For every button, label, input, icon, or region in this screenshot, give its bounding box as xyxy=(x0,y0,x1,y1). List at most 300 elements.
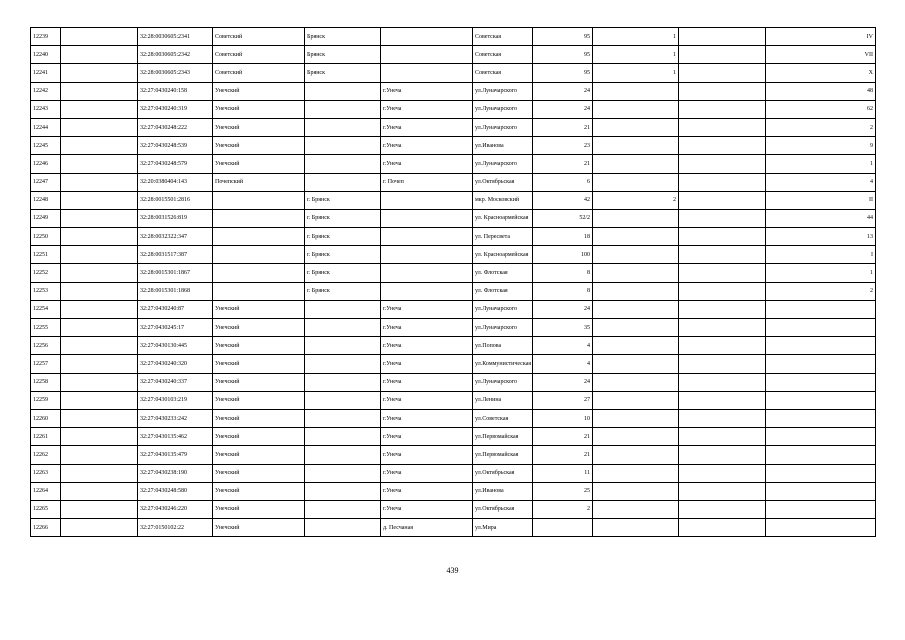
district-cell: Унечский xyxy=(213,482,305,500)
city-cell: г. Брянск xyxy=(305,228,381,246)
locality-cell: г.Унеча xyxy=(381,118,473,136)
street-cell: мкр. Московский xyxy=(473,191,533,209)
empty-cell xyxy=(61,391,138,409)
empty-cell xyxy=(61,228,138,246)
city-cell: г. Брянск xyxy=(305,246,381,264)
street-cell: ул.Мира xyxy=(473,519,533,537)
street-cell: ул. Красноармейская xyxy=(473,246,533,264)
row-number-cell: 12241 xyxy=(31,64,61,82)
apartment-number-cell xyxy=(766,337,876,355)
house-number-cell: 100 xyxy=(533,246,593,264)
row-number-cell: 12264 xyxy=(31,482,61,500)
row-number-cell: 12265 xyxy=(31,500,61,518)
street-cell: ул.Ленина xyxy=(473,391,533,409)
table-row xyxy=(31,28,876,46)
house-number-cell: 25 xyxy=(533,482,593,500)
city-cell: Брянск xyxy=(305,46,381,64)
empty-cell xyxy=(679,464,766,482)
locality-cell: г. Почеп xyxy=(381,173,473,191)
building-number-cell xyxy=(593,391,679,409)
cadastral-number-cell: 32:28:0031517:387 xyxy=(138,246,213,264)
empty-cell xyxy=(61,446,138,464)
city-cell: г. Брянск xyxy=(305,191,381,209)
district-cell: Советский xyxy=(213,28,305,46)
street-cell: ул.Луначарского xyxy=(473,300,533,318)
street-cell: ул.Иванова xyxy=(473,482,533,500)
house-number-cell: 8 xyxy=(533,282,593,300)
street-cell: ул.Коммунистическая xyxy=(473,355,533,373)
row-number-cell: 12261 xyxy=(31,428,61,446)
house-number-cell: 24 xyxy=(533,82,593,100)
locality-cell xyxy=(381,209,473,227)
building-number-cell xyxy=(593,246,679,264)
row-number-cell: 12246 xyxy=(31,155,61,173)
locality-cell: г.Унеча xyxy=(381,482,473,500)
district-cell xyxy=(213,228,305,246)
city-cell xyxy=(305,464,381,482)
district-cell: Унечский xyxy=(213,100,305,118)
building-number-cell: 1 xyxy=(593,46,679,64)
city-cell xyxy=(305,409,381,427)
house-number-cell: 21 xyxy=(533,155,593,173)
row-number-cell: 12240 xyxy=(31,46,61,64)
empty-cell xyxy=(679,209,766,227)
row-number-cell: 12242 xyxy=(31,82,61,100)
cadastral-number-cell: 32:27:0430240:319 xyxy=(138,100,213,118)
empty-cell xyxy=(679,409,766,427)
empty-cell xyxy=(61,337,138,355)
cadastral-number-cell: 32:28:0015301:1867 xyxy=(138,264,213,282)
city-cell xyxy=(305,82,381,100)
apartment-number-cell xyxy=(766,500,876,518)
apartment-number-cell xyxy=(766,409,876,427)
building-number-cell xyxy=(593,264,679,282)
empty-cell xyxy=(61,246,138,264)
apartment-number-cell xyxy=(766,391,876,409)
street-cell: ул.Первомайская xyxy=(473,428,533,446)
street-cell: Советская xyxy=(473,64,533,82)
empty-cell xyxy=(679,446,766,464)
empty-cell xyxy=(61,173,138,191)
building-number-cell xyxy=(593,337,679,355)
table-row xyxy=(31,118,876,136)
district-cell: Унечский xyxy=(213,409,305,427)
table-row xyxy=(31,246,876,264)
district-cell: Советский xyxy=(213,46,305,64)
street-cell: ул.Октябрьская xyxy=(473,464,533,482)
building-number-cell xyxy=(593,519,679,537)
house-number-cell: 11 xyxy=(533,464,593,482)
street-cell: ул.Попова xyxy=(473,337,533,355)
city-cell xyxy=(305,173,381,191)
table-row xyxy=(31,209,876,227)
house-number-cell: 27 xyxy=(533,391,593,409)
house-number-cell: 21 xyxy=(533,446,593,464)
empty-cell xyxy=(61,64,138,82)
table-row xyxy=(31,337,876,355)
empty-cell xyxy=(679,28,766,46)
cadastral-number-cell: 32:28:0030605:2341 xyxy=(138,28,213,46)
apartment-number-cell: 1 xyxy=(766,264,876,282)
cadastral-number-cell: 32:27:0430248:579 xyxy=(138,155,213,173)
street-cell: ул.Октябрьская xyxy=(473,173,533,191)
empty-cell xyxy=(61,82,138,100)
district-cell: Унечский xyxy=(213,446,305,464)
row-number-cell: 12239 xyxy=(31,28,61,46)
locality-cell: г.Унеча xyxy=(381,300,473,318)
city-cell xyxy=(305,373,381,391)
apartment-number-cell: 9 xyxy=(766,137,876,155)
cadastral-number-cell: 32:27:0430135:462 xyxy=(138,428,213,446)
district-cell: Советский xyxy=(213,64,305,82)
empty-cell xyxy=(679,118,766,136)
district-cell: Унечский xyxy=(213,300,305,318)
cadastral-number-cell: 32:28:0030605:2342 xyxy=(138,46,213,64)
table-row xyxy=(31,391,876,409)
locality-cell: г.Унеча xyxy=(381,100,473,118)
apartment-number-cell xyxy=(766,373,876,391)
empty-cell xyxy=(61,191,138,209)
apartment-number-cell: 62 xyxy=(766,100,876,118)
house-number-cell: 95 xyxy=(533,46,593,64)
empty-cell xyxy=(61,282,138,300)
empty-cell xyxy=(61,482,138,500)
cadastral-number-cell: 32:27:0430246:220 xyxy=(138,500,213,518)
apartment-number-cell: X xyxy=(766,64,876,82)
empty-cell xyxy=(61,28,138,46)
house-number-cell: 10 xyxy=(533,409,593,427)
building-number-cell xyxy=(593,446,679,464)
row-number-cell: 12249 xyxy=(31,209,61,227)
table-row xyxy=(31,355,876,373)
table-row xyxy=(31,228,876,246)
city-cell xyxy=(305,300,381,318)
apartment-number-cell: II xyxy=(766,191,876,209)
table-row xyxy=(31,464,876,482)
house-number-cell: 24 xyxy=(533,100,593,118)
register-table-body xyxy=(31,28,876,537)
house-number-cell: 21 xyxy=(533,428,593,446)
building-number-cell xyxy=(593,118,679,136)
empty-cell xyxy=(679,500,766,518)
empty-cell xyxy=(679,519,766,537)
empty-cell xyxy=(61,264,138,282)
cadastral-number-cell: 32:27:0430248:222 xyxy=(138,118,213,136)
apartment-number-cell: 48 xyxy=(766,82,876,100)
locality-cell xyxy=(381,64,473,82)
city-cell: г. Брянск xyxy=(305,209,381,227)
building-number-cell xyxy=(593,500,679,518)
district-cell: Почепский xyxy=(213,173,305,191)
district-cell: Унечский xyxy=(213,337,305,355)
property-register-table xyxy=(30,27,876,537)
house-number-cell: 23 xyxy=(533,137,593,155)
locality-cell xyxy=(381,46,473,64)
apartment-number-cell xyxy=(766,300,876,318)
empty-cell xyxy=(679,191,766,209)
empty-cell xyxy=(61,519,138,537)
locality-cell: г.Унеча xyxy=(381,155,473,173)
table-row xyxy=(31,446,876,464)
locality-cell xyxy=(381,28,473,46)
row-number-cell: 12258 xyxy=(31,373,61,391)
district-cell: Унечский xyxy=(213,82,305,100)
row-number-cell: 12247 xyxy=(31,173,61,191)
house-number-cell: 18 xyxy=(533,228,593,246)
building-number-cell xyxy=(593,482,679,500)
district-cell: Унечский xyxy=(213,519,305,537)
table-row xyxy=(31,282,876,300)
city-cell: г. Брянск xyxy=(305,282,381,300)
table-row xyxy=(31,173,876,191)
street-cell: ул.Советская xyxy=(473,409,533,427)
row-number-cell: 12263 xyxy=(31,464,61,482)
locality-cell: г.Унеча xyxy=(381,355,473,373)
house-number-cell: 24 xyxy=(533,300,593,318)
house-number-cell: 35 xyxy=(533,319,593,337)
empty-cell xyxy=(61,319,138,337)
street-cell: ул.Луначарского xyxy=(473,319,533,337)
empty-cell xyxy=(61,500,138,518)
building-number-cell xyxy=(593,428,679,446)
city-cell: Брянск xyxy=(305,64,381,82)
city-cell xyxy=(305,355,381,373)
empty-cell xyxy=(61,46,138,64)
city-cell xyxy=(305,519,381,537)
street-cell: ул.Луначарского xyxy=(473,118,533,136)
empty-cell xyxy=(679,173,766,191)
locality-cell: г.Унеча xyxy=(381,137,473,155)
building-number-cell xyxy=(593,282,679,300)
district-cell: Унечский xyxy=(213,319,305,337)
empty-cell xyxy=(679,64,766,82)
locality-cell: г.Унеча xyxy=(381,464,473,482)
row-number-cell: 12255 xyxy=(31,319,61,337)
cadastral-number-cell: 32:27:0430240:87 xyxy=(138,300,213,318)
row-number-cell: 12244 xyxy=(31,118,61,136)
house-number-cell xyxy=(533,519,593,537)
building-number-cell: 1 xyxy=(593,28,679,46)
locality-cell: г.Унеча xyxy=(381,82,473,100)
house-number-cell: 21 xyxy=(533,118,593,136)
house-number-cell: 24 xyxy=(533,373,593,391)
table-row xyxy=(31,46,876,64)
table-row xyxy=(31,319,876,337)
cadastral-number-cell: 32:28:0031526:819 xyxy=(138,209,213,227)
table-row xyxy=(31,500,876,518)
building-number-cell: 2 xyxy=(593,191,679,209)
cadastral-number-cell: 32:27:0430240:320 xyxy=(138,355,213,373)
locality-cell: г.Унеча xyxy=(381,391,473,409)
empty-cell xyxy=(61,355,138,373)
apartment-number-cell: I xyxy=(766,246,876,264)
locality-cell xyxy=(381,191,473,209)
building-number-cell xyxy=(593,155,679,173)
empty-cell xyxy=(679,282,766,300)
house-number-cell: 95 xyxy=(533,64,593,82)
locality-cell: г.Унеча xyxy=(381,373,473,391)
empty-cell xyxy=(61,155,138,173)
cadastral-number-cell: 32:28:0030605:2343 xyxy=(138,64,213,82)
locality-cell: д. Песчаная xyxy=(381,519,473,537)
district-cell xyxy=(213,209,305,227)
district-cell xyxy=(213,191,305,209)
row-number-cell: 12243 xyxy=(31,100,61,118)
empty-cell xyxy=(679,228,766,246)
building-number-cell xyxy=(593,228,679,246)
apartment-number-cell: 13 xyxy=(766,228,876,246)
building-number-cell: 1 xyxy=(593,64,679,82)
cadastral-number-cell: 32:27:0150102:22 xyxy=(138,519,213,537)
house-number-cell: 95 xyxy=(533,28,593,46)
city-cell xyxy=(305,100,381,118)
house-number-cell: 6 xyxy=(533,173,593,191)
table-row xyxy=(31,137,876,155)
table-row xyxy=(31,155,876,173)
table-row xyxy=(31,409,876,427)
district-cell xyxy=(213,246,305,264)
district-cell: Унечский xyxy=(213,391,305,409)
empty-cell xyxy=(61,428,138,446)
district-cell: Унечский xyxy=(213,155,305,173)
city-cell xyxy=(305,428,381,446)
street-cell: ул.Первомайская xyxy=(473,446,533,464)
city-cell xyxy=(305,391,381,409)
table-row xyxy=(31,428,876,446)
table-row xyxy=(31,100,876,118)
cadastral-number-cell: 32:27:0430248:539 xyxy=(138,137,213,155)
district-cell: Унечский xyxy=(213,500,305,518)
street-cell: ул.Луначарского xyxy=(473,100,533,118)
district-cell: Унечский xyxy=(213,373,305,391)
empty-cell xyxy=(61,300,138,318)
empty-cell xyxy=(679,300,766,318)
table-row xyxy=(31,300,876,318)
empty-cell xyxy=(679,137,766,155)
cadastral-number-cell: 32:27:0430238:190 xyxy=(138,464,213,482)
table-row xyxy=(31,191,876,209)
empty-cell xyxy=(679,391,766,409)
locality-cell: г.Унеча xyxy=(381,319,473,337)
street-cell: ул. Пересвета xyxy=(473,228,533,246)
table-row xyxy=(31,519,876,537)
street-cell: ул.Октябрьская xyxy=(473,500,533,518)
building-number-cell xyxy=(593,173,679,191)
district-cell: Унечский xyxy=(213,118,305,136)
apartment-number-cell: 2 xyxy=(766,118,876,136)
locality-cell xyxy=(381,264,473,282)
row-number-cell: 12257 xyxy=(31,355,61,373)
locality-cell: г.Унеча xyxy=(381,337,473,355)
apartment-number-cell xyxy=(766,355,876,373)
table-row xyxy=(31,64,876,82)
cadastral-number-cell: 32:27:0430248:580 xyxy=(138,482,213,500)
building-number-cell xyxy=(593,209,679,227)
apartment-number-cell xyxy=(766,428,876,446)
street-cell: ул. Красноармейская xyxy=(473,209,533,227)
cadastral-number-cell: 32:27:0430240:337 xyxy=(138,373,213,391)
building-number-cell xyxy=(593,82,679,100)
city-cell: г. Брянск xyxy=(305,264,381,282)
apartment-number-cell xyxy=(766,464,876,482)
row-number-cell: 12252 xyxy=(31,264,61,282)
locality-cell: г.Унеча xyxy=(381,500,473,518)
city-cell xyxy=(305,482,381,500)
empty-cell xyxy=(679,155,766,173)
row-number-cell: 12248 xyxy=(31,191,61,209)
cadastral-number-cell: 32:27:0430130:445 xyxy=(138,337,213,355)
empty-cell xyxy=(679,264,766,282)
street-cell: Советская xyxy=(473,28,533,46)
apartment-number-cell xyxy=(766,482,876,500)
building-number-cell xyxy=(593,464,679,482)
row-number-cell: 12245 xyxy=(31,137,61,155)
locality-cell xyxy=(381,282,473,300)
empty-cell xyxy=(679,100,766,118)
street-cell: ул.Луначарского xyxy=(473,82,533,100)
district-cell: Унечский xyxy=(213,137,305,155)
house-number-cell: 2 xyxy=(533,500,593,518)
locality-cell xyxy=(381,246,473,264)
cadastral-number-cell: 32:27:0430233:242 xyxy=(138,409,213,427)
apartment-number-cell xyxy=(766,446,876,464)
house-number-cell: 42 xyxy=(533,191,593,209)
city-cell xyxy=(305,155,381,173)
apartment-number-cell xyxy=(766,519,876,537)
row-number-cell: 12260 xyxy=(31,409,61,427)
table-row xyxy=(31,373,876,391)
building-number-cell xyxy=(593,100,679,118)
cadastral-number-cell: 32:27:0430135:479 xyxy=(138,446,213,464)
row-number-cell: 12250 xyxy=(31,228,61,246)
city-cell xyxy=(305,337,381,355)
building-number-cell xyxy=(593,373,679,391)
district-cell xyxy=(213,282,305,300)
empty-cell xyxy=(679,82,766,100)
row-number-cell: 12266 xyxy=(31,519,61,537)
building-number-cell xyxy=(593,137,679,155)
cadastral-number-cell: 32:27:0430245:17 xyxy=(138,319,213,337)
row-number-cell: 12256 xyxy=(31,337,61,355)
house-number-cell: 4 xyxy=(533,337,593,355)
street-cell: ул. Флотская xyxy=(473,282,533,300)
city-cell xyxy=(305,500,381,518)
table-row xyxy=(31,482,876,500)
apartment-number-cell: VII xyxy=(766,46,876,64)
apartment-number-cell: 1 xyxy=(766,155,876,173)
building-number-cell xyxy=(593,319,679,337)
empty-cell xyxy=(679,373,766,391)
row-number-cell: 12259 xyxy=(31,391,61,409)
table-row xyxy=(31,264,876,282)
empty-cell xyxy=(679,319,766,337)
street-cell: ул. Флотская xyxy=(473,264,533,282)
table-row xyxy=(31,82,876,100)
page-number: 439 xyxy=(446,566,459,575)
empty-cell xyxy=(679,428,766,446)
cadastral-number-cell: 32:28:0032322:347 xyxy=(138,228,213,246)
cadastral-number-cell: 32:28:0015501:2816 xyxy=(138,191,213,209)
city-cell xyxy=(305,446,381,464)
house-number-cell: 52/2 xyxy=(533,209,593,227)
empty-cell xyxy=(679,355,766,373)
row-number-cell: 12253 xyxy=(31,282,61,300)
house-number-cell: 8 xyxy=(533,264,593,282)
row-number-cell: 12251 xyxy=(31,246,61,264)
street-cell: ул.Луначарского xyxy=(473,373,533,391)
locality-cell: г.Унеча xyxy=(381,409,473,427)
apartment-number-cell xyxy=(766,319,876,337)
